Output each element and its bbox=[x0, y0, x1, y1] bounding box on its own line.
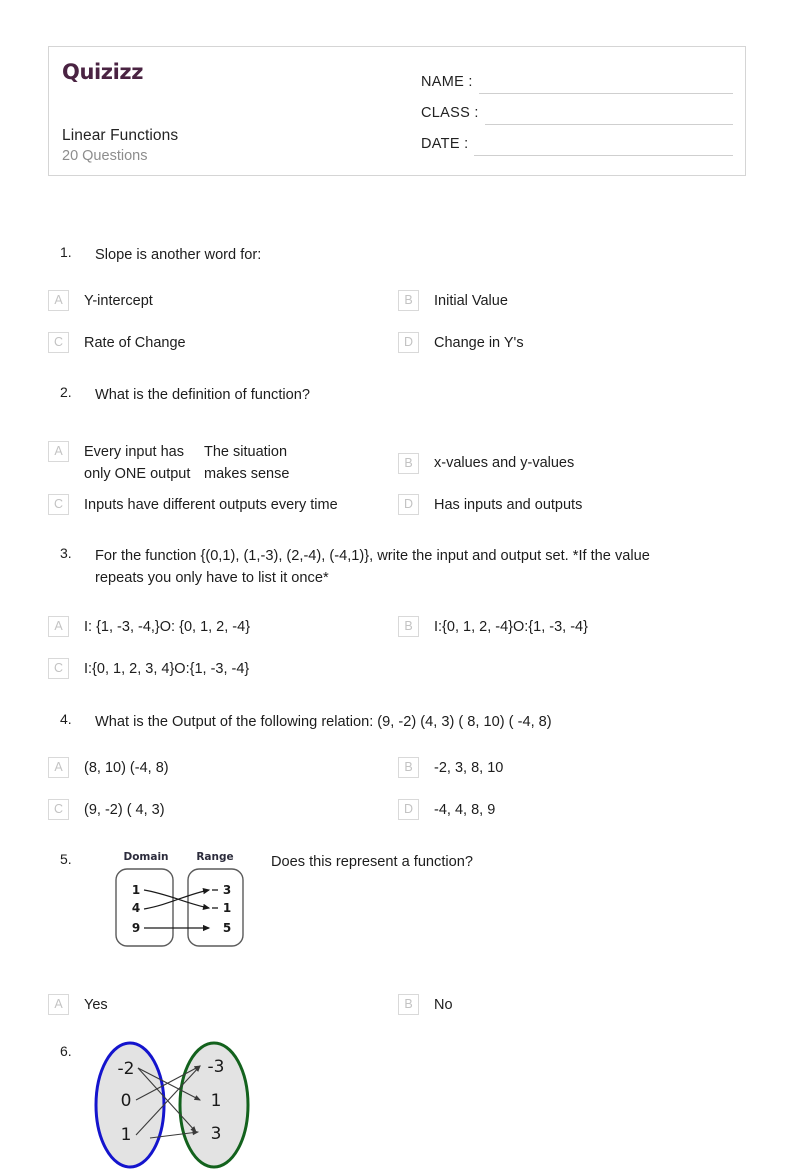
venn-right-value: 3 bbox=[210, 1124, 222, 1144]
option-letter: A bbox=[48, 757, 69, 778]
range-value: 1 bbox=[222, 901, 232, 915]
question-text: For the function {(0,1), (1,-3), (2,-4), (-4,1)}, write the input and output set. *If the value repeats you only have to list it once* bbox=[95, 548, 650, 586]
name-field-input[interactable] bbox=[479, 67, 733, 94]
option-label: (8, 10) (-4, 8) bbox=[84, 760, 169, 776]
option-letter: C bbox=[48, 494, 69, 515]
option-label: (9, -2) ( 4, 3) bbox=[84, 802, 165, 818]
option-c[interactable] bbox=[48, 332, 186, 354]
option-letter: A bbox=[48, 441, 69, 462]
question-text: What is the definition of function? bbox=[95, 387, 310, 403]
date-field-input[interactable] bbox=[474, 129, 733, 156]
option-label-secondary: The situation makes sense bbox=[204, 444, 290, 482]
class-field-row bbox=[421, 94, 733, 125]
option-label: Inputs have different outputs every time bbox=[84, 497, 338, 513]
question-number: 2. bbox=[60, 384, 72, 400]
domain-value: 4 bbox=[131, 901, 141, 915]
quiz-title: Linear Functions bbox=[62, 127, 179, 144]
option-b[interactable] bbox=[398, 441, 574, 485]
option-letter: B bbox=[398, 616, 419, 637]
option-d[interactable] bbox=[398, 494, 582, 516]
domain-value: 9 bbox=[131, 921, 141, 935]
option-letter: D bbox=[398, 799, 419, 820]
range-value: 3 bbox=[222, 883, 232, 897]
name-field-row bbox=[421, 63, 733, 94]
option-label: Has inputs and outputs bbox=[434, 497, 583, 513]
option-letter: B bbox=[398, 453, 419, 474]
question-text: Slope is another word for: bbox=[95, 247, 262, 263]
option-b[interactable] bbox=[398, 290, 508, 312]
domain-box bbox=[116, 869, 173, 946]
name-field-label: NAME : bbox=[421, 74, 473, 90]
option-c[interactable] bbox=[48, 658, 249, 680]
option-label: Every input has only ONE output bbox=[84, 444, 191, 482]
question-number: 5. bbox=[60, 851, 72, 867]
option-letter: A bbox=[48, 616, 69, 637]
option-label: Change in Y's bbox=[434, 335, 524, 351]
option-d[interactable] bbox=[398, 332, 524, 354]
option-c[interactable] bbox=[48, 494, 338, 516]
domain-value: 1 bbox=[131, 883, 141, 897]
venn-mapping-svg bbox=[88, 1040, 258, 1170]
question-text: What is the Output of the following relation: (9, -2) (4, 3) ( 8, 10) ( -4, 8) bbox=[95, 714, 552, 730]
option-label: I:{0, 1, 2, 3, 4}O:{1, -3, -4} bbox=[84, 661, 250, 677]
venn-mapping-figure bbox=[88, 1040, 258, 1145]
option-letter: B bbox=[398, 757, 419, 778]
option-a[interactable] bbox=[48, 290, 153, 312]
option-label: -4, 4, 8, 9 bbox=[434, 802, 496, 818]
domain-label: Domain bbox=[123, 851, 169, 863]
date-field-row bbox=[421, 125, 733, 156]
option-letter: D bbox=[398, 332, 419, 353]
date-field-label: DATE : bbox=[421, 136, 469, 152]
option-letter: C bbox=[48, 658, 69, 679]
student-info-fields bbox=[421, 63, 733, 156]
option-a[interactable] bbox=[48, 994, 108, 1016]
worksheet-header-card bbox=[48, 46, 746, 176]
option-label: I:{0, 1, 2, -4}O:{1, -3, -4} bbox=[434, 619, 588, 635]
question-number: 3. bbox=[60, 545, 72, 561]
venn-right-value: 1 bbox=[210, 1091, 222, 1111]
mapping-diagram-svg bbox=[108, 848, 248, 958]
option-letter: A bbox=[48, 290, 69, 311]
venn-right-value: -3 bbox=[207, 1057, 225, 1077]
option-label: Rate of Change bbox=[84, 335, 186, 351]
option-c[interactable] bbox=[48, 799, 165, 821]
option-label: No bbox=[434, 997, 453, 1013]
mapping-diagram-figure bbox=[108, 848, 248, 958]
option-label: Y-intercept bbox=[84, 293, 153, 309]
range-label: Range bbox=[196, 851, 234, 863]
option-a[interactable] bbox=[48, 616, 250, 638]
option-letter: B bbox=[398, 290, 419, 311]
option-b[interactable] bbox=[398, 994, 453, 1016]
option-b[interactable] bbox=[398, 757, 503, 779]
option-a[interactable] bbox=[48, 757, 169, 779]
option-label: -2, 3, 8, 10 bbox=[434, 760, 504, 776]
option-d[interactable] bbox=[398, 799, 495, 821]
venn-left-value: -2 bbox=[117, 1059, 135, 1079]
option-label: x-values and y-values bbox=[434, 455, 575, 471]
option-letter: C bbox=[48, 332, 69, 353]
venn-left-value: 1 bbox=[120, 1125, 132, 1145]
class-field-label: CLASS : bbox=[421, 105, 479, 121]
quiz-question-count: 20 Questions bbox=[62, 148, 148, 164]
option-letter: B bbox=[398, 994, 419, 1015]
range-value: 5 bbox=[222, 921, 232, 935]
option-letter: A bbox=[48, 994, 69, 1015]
option-label-group bbox=[84, 441, 324, 485]
venn-left-value: 0 bbox=[120, 1091, 132, 1111]
option-letter: D bbox=[398, 494, 419, 515]
quizizz-logo: Quizizz bbox=[62, 60, 144, 84]
class-field-input[interactable] bbox=[485, 98, 733, 125]
question-number: 4. bbox=[60, 711, 72, 727]
option-b[interactable] bbox=[398, 616, 588, 638]
option-letter: C bbox=[48, 799, 69, 820]
question-number: 1. bbox=[60, 244, 72, 260]
question-text: Does this represent a function? bbox=[271, 854, 473, 870]
option-label: I: {1, -3, -4,}O: {0, 1, 2, -4} bbox=[84, 619, 251, 635]
option-label: Yes bbox=[84, 997, 108, 1013]
option-label: Initial Value bbox=[434, 293, 508, 309]
question-number: 6. bbox=[60, 1043, 72, 1059]
option-a[interactable] bbox=[48, 441, 324, 485]
